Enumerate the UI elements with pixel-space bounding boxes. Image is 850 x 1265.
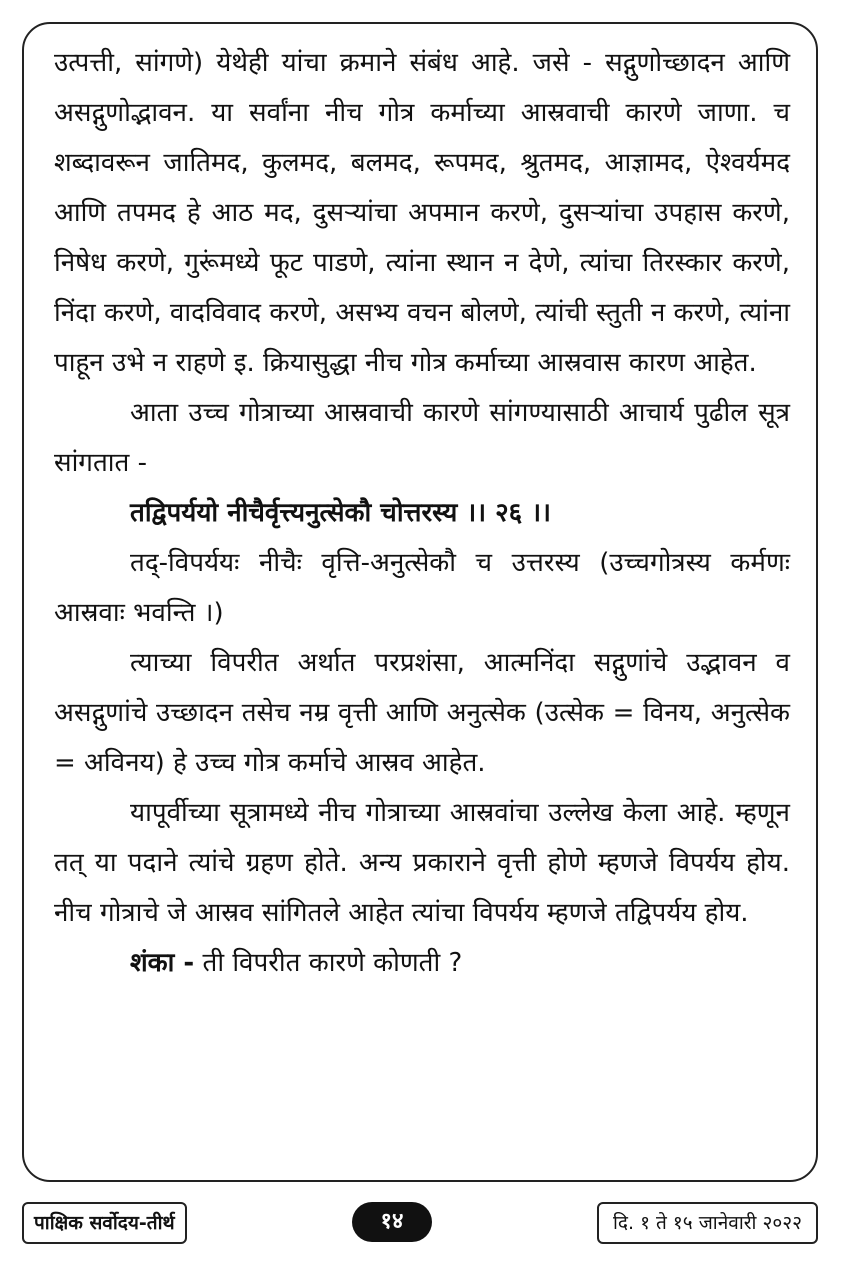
doubt-text: ती विपरीत कारणे कोणती ? (194, 948, 463, 978)
paragraph-4: त्याच्या विपरीत अर्थात परप्रशंसा, आत्मनिंदा सद्गुणांचे उद्भावन व असद्गुणांचे उच्छादन तसेच नम्र वृत्ती आणि अनुत्सेक (उत्सेक = विनय, अनुत्सेक = अविनय) हे उच्च गोत्र कर्माचे आस्रव आहेत. (54, 648, 790, 778)
issue-date: दि. १ ते १५ जानेवारी २०२२ (597, 1202, 818, 1244)
main-text (54, 38, 790, 988)
sutra-line: तद्विपर्ययो नीचैर्वृत्त्यनुत्सेकौ चोत्तरस्य ।। २६ ।। (130, 498, 551, 528)
paragraph-6 (54, 938, 790, 988)
paragraph-5: यापूर्वीच्या सूत्रामध्ये नीच गोत्राच्या आस्रवांचा उल्लेख केला आहे. म्हणून तत् या पदाने त्यांचे ग्रहण होते. अन्य प्रकाराने वृत्ती होणे म्हणजे विपर्यय होय. नीच गोत्राचे जे आस्रव सांगितले आहेत त्यांचा विपर्यय म्हणजे तद्विपर्यय होय. (54, 798, 790, 928)
page-footer (22, 1202, 824, 1246)
paragraph-2: आता उच्च गोत्राच्या आस्रवाची कारणे सांगण्यासाठी आचार्य पुढील सूत्र सांगतात - (54, 398, 790, 478)
paragraph-1: उत्पत्ती, सांगणे) येथेही यांचा क्रमाने संबंध आहे. जसे - सद्गुणोच्छादन आणि असद्गुणोद्भावन. या सर्वांना नीच गोत्र कर्माच्या आस्रवाची कारणे जाणा. च शब्दावरून जातिमद, कुलमद, बलमद, रूपमद, श्रुतमद, आज्ञामद, ऐश्वर्यमद आणि तपमद हे आठ मद, दुसऱ्यांचा अपमान करणे, दुसऱ्यांचा उपहास करणे, निषेध करणे, गुरूंमध्ये फूट पाडणे, त्यांना स्थान न देणे, त्यांचा तिरस्कार करणे, निंदा करणे, वादविवाद करणे, असभ्य वचन बोलणे, त्यांची स्तुती न करणे, त्यांना पाहून उभे न राहणे इ. क्रियासुद्धा नीच गोत्र कर्माच्या आस्रवास कारण आहेत. (54, 48, 790, 378)
doubt-label: शंका - (130, 948, 195, 978)
paragraph-3: तद्-विपर्ययः नीचैः वृत्ति-अनुत्सेकौ च उत्तरस्य (उच्चगोत्रस्य कर्मणः आस्रवाः भवन्ति ।) (54, 548, 790, 628)
page-number: १४ (352, 1202, 432, 1242)
publication-name: पाक्षिक सर्वोदय-तीर्थ (22, 1202, 187, 1244)
